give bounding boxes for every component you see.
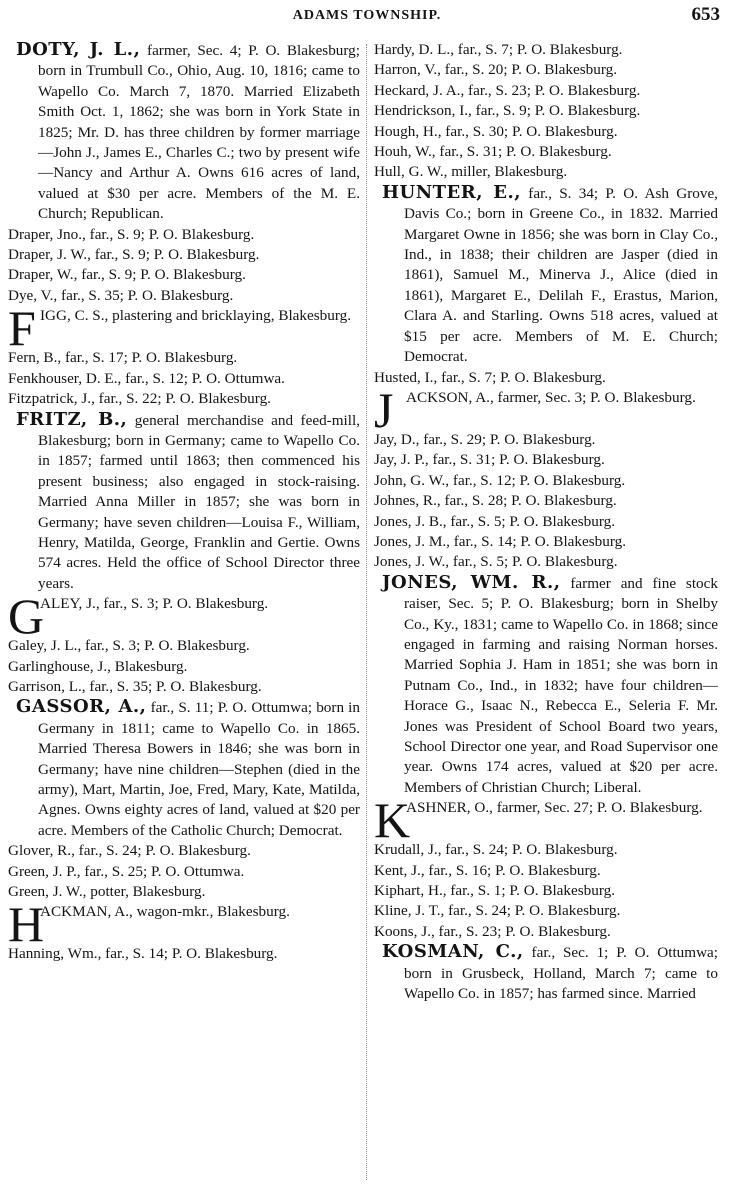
entry-text: ALEY, J., far., S. 3; P. O. Blakesburg. xyxy=(40,595,269,613)
entry-text: farmer, Sec. 4; P. O. Blakesburg; born in Trumbull Co., Ohio, Aug. 10, 1816; came to Wapello Co. March 7, 1870. Married Elizabeth Smith Oct. 1, 1862; she was born in York State in 1825; Mr. D. has three children by former marriage—John J., James E., Charles C.; two by present wife—Nancy and Arthur A. Owns 616 acres of land, valued at $30 per acre. Members of the M. E. Church; Republican. xyxy=(38,42,361,223)
page-header xyxy=(0,4,734,32)
drop-cap-letter: K xyxy=(374,792,411,849)
entry-text: far., Sec. 1; P. O. Ottumwa; born in Grusbeck, Holland, March 7; came to Wapello Co. in 1857; has farmed since. Married xyxy=(404,944,719,1003)
entry-name: KOSMAN, C., xyxy=(382,941,524,963)
directory-entry: John, G. W., far., S. 12; P. O. Blakesburg. xyxy=(374,471,626,489)
directory-entry: Draper, W., far., S. 9; P. O. Blakesburg. xyxy=(8,266,246,284)
directory-entry: Hardy, D. L., far., S. 7; P. O. Blakesburg. xyxy=(374,41,623,58)
directory-entry: Heckard, J. A., far., S. 23; P. O. Blakesburg. xyxy=(374,81,641,99)
drop-cap-letter: F xyxy=(8,300,36,357)
directory-entry: Fenkhouser, D. E., far., S. 12; P. O. Ottumwa. xyxy=(8,369,285,387)
drop-cap-letter: G xyxy=(8,588,45,645)
entry-text: far., S. 11; P. O. Ottumwa; born in Germany in 1811; came to Wapello Co. in 1865. Married Theresa Bowers in 1846; she was born in Germany; have nine children—Stephen (died in the army), Mart, Martin, Joe, Fred, Mary, Kate, Matilda, Agnes. Owns eighty acres of land, valued at $20 per acre. Members of the Catholic Church; Democrat. xyxy=(38,699,360,839)
biography-entry xyxy=(8,410,360,595)
drop-cap-letter: H xyxy=(8,896,45,953)
entry-name: HUNTER, E., xyxy=(382,181,522,203)
directory-entry: Hendrickson, I., far., S. 9; P. O. Blakesburg. xyxy=(374,102,641,120)
directory-entry: Green, J. P., far., S. 25; P. O. Ottumwa. xyxy=(8,862,245,880)
drop-cap-entry xyxy=(8,300,360,357)
directory-entry: Jones, J. W., far., S. 5; P. O. Blakesburg. xyxy=(374,553,618,571)
directory-entry: Jones, J. M., far., S. 14; P. O. Blakesburg. xyxy=(374,532,627,550)
directory-entry: Johnes, R., far., S. 28; P. O. Blakesburg. xyxy=(374,492,617,510)
entry-text: general merchandise and feed-mill, Blakesburg; born in Germany; came to Wapello Co. in 1857; farmed until 1863; then commenced his present business; also engaged in stock-raising. Married Anna Miller in 1857; she was born in Germany; have seven children—Louisa F., William, Henry, Matilda, George, Franklin and Gertie. Owns 574 acres. Held the office of School Director three years. xyxy=(38,411,360,592)
entry-text: ACKMAN, A., wagon-mkr., Blakesburg. xyxy=(40,903,290,921)
drop-cap-entry xyxy=(374,381,718,438)
entry-text: ACKSON, A., farmer, Sec. 3; P. O. Blakesburg. xyxy=(406,388,696,406)
directory-entry: Dye, V., far., S. 35; P. O. Blakesburg. xyxy=(8,286,234,304)
biography-entry xyxy=(374,573,718,798)
right-column xyxy=(374,40,718,1004)
directory-entry: Husted, I., far., S. 7; P. O. Blakesburg. xyxy=(374,368,606,386)
directory-entry: Hough, H., far., S. 30; P. O. Blakesburg. xyxy=(374,122,618,140)
entry-name: DOTY, J. L., xyxy=(16,39,141,60)
entry-name: FRITZ, B., xyxy=(16,408,128,430)
directory-entry: Green, J. W., potter, Blakesburg. xyxy=(8,883,206,901)
directory-entry: Fern, B., far., S. 17; P. O. Blakesburg. xyxy=(8,349,238,367)
entry-text: IGG, C. S., plastering and bricklaying, Blakesburg. xyxy=(40,307,352,325)
drop-cap-letter: J xyxy=(374,381,394,438)
column-divider xyxy=(366,44,367,1180)
directory-entry: Hull, G. W., miller, Blakesburg. xyxy=(374,163,568,181)
entry-text: far., S. 34; P. O. Ash Grove, Davis Co.; born in Greene Co., in 1832. Married Margaret Owne in 1856; she was born in Clay Co., Ind., in 1838; their children are Jasper (died in 1861), Samuel M., Minerva J., Alice (died in 1861), Margaret E., Delilah F., Erastus, Marion, Clara A. and Starling. Owns 518 acres, valued at $15 per acre. Members of M. E. Church; Democrat. xyxy=(404,184,718,366)
entry-name: GASSOR, A., xyxy=(16,696,147,718)
directory-entry: Fitzpatrick, J., far., S. 22; P. O. Blakesburg. xyxy=(8,390,271,408)
entry-name: JONES, WM. R., xyxy=(382,571,561,593)
directory-entry: Jones, J. B., far., S. 5; P. O. Blakesburg. xyxy=(374,512,616,530)
drop-cap-entry xyxy=(8,896,360,953)
directory-entry: Glover, R., far., S. 24; P. O. Blakesburg. xyxy=(8,842,251,860)
directory-entry: Houh, W., far., S. 31; P. O. Blakesburg. xyxy=(374,143,612,161)
directory-entry: Jay, D., far., S. 29; P. O. Blakesburg. xyxy=(374,430,596,448)
directory-entry: Draper, Jno., far., S. 9; P. O. Blakesburg. xyxy=(8,225,255,243)
directory-entry: Galey, J. L., far., S. 3; P. O. Blakesburg. xyxy=(8,637,250,655)
biography-entry xyxy=(374,183,718,368)
biography-entry xyxy=(8,40,360,225)
drop-cap-entry xyxy=(8,588,360,645)
directory-entry: Krudall, J., far., S. 24; P. O. Blakesburg. xyxy=(374,841,618,859)
biography-entry xyxy=(8,697,360,841)
directory-entry: Garlinghouse, J., Blakesburg. xyxy=(8,657,188,675)
directory-entry: Garrison, L., far., S. 35; P. O. Blakesburg. xyxy=(8,677,262,695)
directory-entry: Kiphart, H., far., S. 1; P. O. Blakesburg. xyxy=(374,882,616,900)
entry-text: farmer and fine stock raiser, Sec. 5; P. O. Blakesburg; born in Shelby Co., Ky., 1831; came to Wapello Co. in 1868; since engaged in farming and raising Norman horses. Married Sophia J. Ham in 1851; she was born in Putnam Co., Ind., in 1832; have four children—Horace G., Isaac N., Rebecca E., Seleria F. Mr. Jones was President of School Board two years, School Director one year, and Road Supervisor one year. Owns 174 acres, valued at $20 per acre. Members of Christian Church; Liberal. xyxy=(404,574,718,796)
directory-entry: Kline, J. T., far., S. 24; P. O. Blakesburg. xyxy=(374,902,621,920)
directory-entry: Kent, J., far., S. 16; P. O. Blakesburg. xyxy=(374,861,601,879)
entry-text: ASHNER, O., farmer, Sec. 27; P. O. Blakesburg. xyxy=(406,799,703,817)
biography-entry xyxy=(374,942,718,1004)
directory-entry: Koons, J., far., S. 23; P. O. Blakesburg. xyxy=(374,922,611,940)
drop-cap-entry xyxy=(374,792,718,849)
directory-entry: Draper, J. W., far., S. 9; P. O. Blakesburg. xyxy=(8,246,260,264)
running-title: ADAMS TOWNSHIP. xyxy=(292,8,442,23)
page-number: 653 xyxy=(691,4,720,25)
directory-entry: Jay, J. P., far., S. 31; P. O. Blakesburg. xyxy=(374,451,605,469)
directory-entry: Hanning, Wm., far., S. 14; P. O. Blakesburg. xyxy=(8,945,278,963)
directory-entry: Harron, V., far., S. 20; P. O. Blakesburg. xyxy=(374,61,617,79)
left-column xyxy=(8,40,360,965)
